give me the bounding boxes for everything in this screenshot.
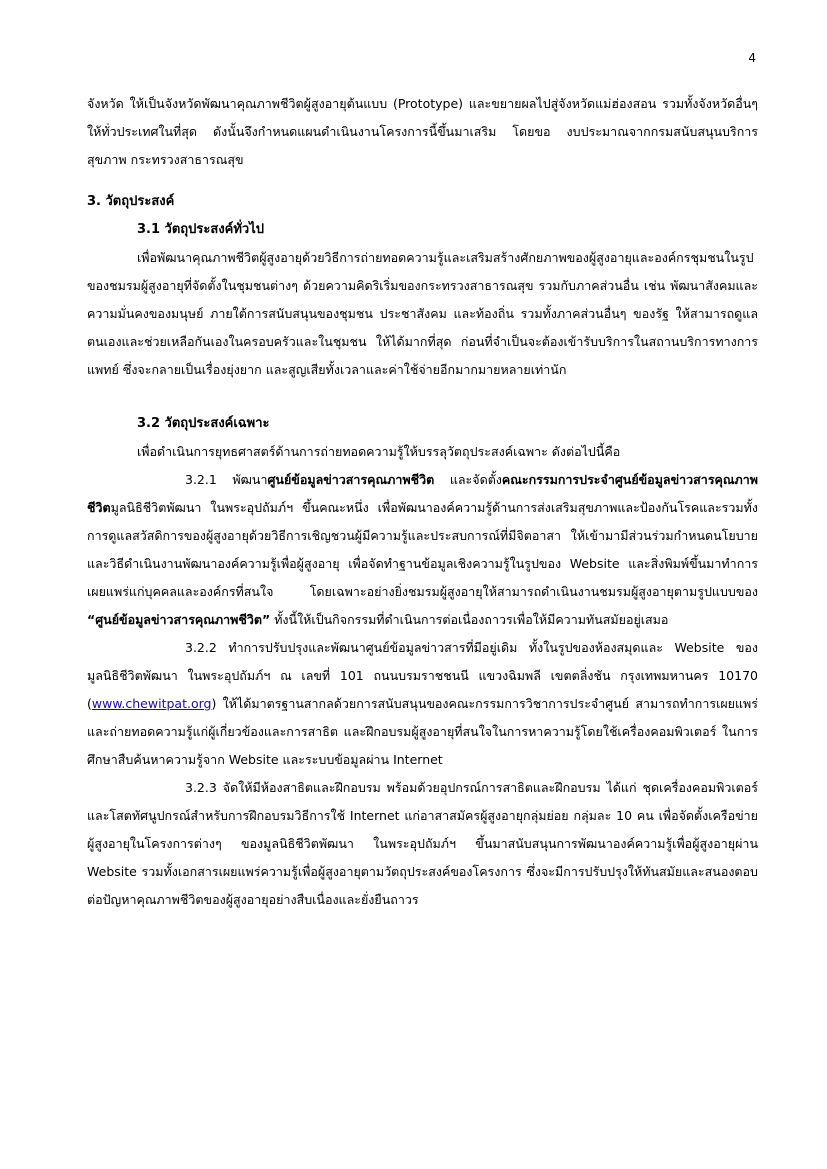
objective-3-2-1-text: และจัดตั้ง — [434, 472, 502, 487]
objective-3-2-1-bold: ศูนย์ข้อมูลข่าวสารคุณภาพชีวิต — [267, 472, 435, 487]
section-3-1-heading: 3.1 วัตถุประสงค์ทั่วไป — [137, 222, 265, 237]
document-body — [87, 90, 758, 914]
section-3-2-heading: 3.2 วัตถุประสงค์เฉพาะ — [137, 416, 270, 431]
objective-3-2-1-text: ทั้งนี้ให้เป็นกิจกรรมที่ดำเนินการต่อเนื่องถาวรเพื่อให้มีความทันสมัยอยู่เสมอ — [270, 612, 669, 627]
section-3-2-intro: เพื่อดำเนินการยุทธศาสตร์ด้านการถ่ายทอดความรู้ให้บรรลุวัตถุประสงค์เฉพาะ ดังต่อไปนี้คือ — [137, 444, 621, 459]
objective-3-2-2-text: ) ให้ได้มาตรฐานสากลด้วยการสนับสนุนของคณะกรรมการวิชาการประจำศูนย์ สามารถทำการเผยแพร่และถ่ายทอดความรู้แก่ผู้เกี่ยวข้องและการสาธิต และฝึกอบรมผู้สูงอายุที่สนใจในการหาความรู้โดยใช้เครื่องคอมพิวเตอร์ ในการศึกษาสืบค้นหาความรู้จาก Website และระบบข้อมูลผ่าน Internet — [87, 696, 758, 767]
website-link[interactable]: www.chewitpat.org — [91, 696, 212, 711]
intro-paragraph: จังหวัด ให้เป็นจังหวัดพัฒนาคุณภาพชีวิตผู้สูงอายุต้นแบบ (Prototype) และขยายผลไปสู่จังหวัดแม่ฮ่องสอน รวมทั้งจังหวัดอื่นๆ ให้ทั่วประเทศในที่สุด ดังนั้นจึงกำหนดแผนดำเนินงานโครงการนี้ขึ้นมาเสริม โดยขอ งบประมาณจากกรมสนับสนุนบริการสุขภาพ กระทรวงสาธารณสุข — [87, 96, 758, 167]
objective-3-2-1-text: 3.2.1 พัฒนา — [185, 472, 268, 487]
objective-3-2-3: 3.2.3 จัดให้มีห้องสาธิตและฝึกอบรม พร้อมด้วยอุปกรณ์การสาธิตและฝึกอบรม ได้แก่ ชุดเครื่องคอมพิวเตอร์และโสตทัศนูปกรณ์สำหรับการฝึกอบรมวิธีการใช้ Internet แก่อาสาสมัครผู้สูงอายุกลุ่มย่อย กลุ่มละ 10 คน เพื่อจัดตั้งเครือข่ายผู้สูงอายุในโครงการต่างๆ ของมูลนิธิชีวิตพัฒนา ในพระอุปถัมภ์ฯ ขึ้นมาสนับสนุนการพัฒนาองค์ความรู้เพื่อผู้สูงอายุผ่าน Website รวมทั้งเอกสารเผยแพร่ความรู้เพื่อผู้สูงอายุตามวัตถุประสงค์ของโครงการ ซึ่งจะมีการปรับปรุงให้ทันสมัยและสนองตอบต่อปัญหาคุณภาพชีวิตของผู้สูงอายุอย่างสืบเนื่องและยั่งยืนถาวร — [87, 780, 758, 907]
section-3-heading: 3. วัตถุประสงค์ — [87, 194, 175, 209]
objective-3-2-1 — [87, 466, 758, 634]
objective-3-2-1-text: มูลนิธิชีวิตพัฒนา ในพระอุปถัมภ์ฯ ขึ้นคณะหนึ่ง เพื่อพัฒนาองค์ความรู้ด้านการส่งเสริมสุขภาพและป้องกันโรคและรวมทั้งการดูแลสวัสดิการของผู้สูงอายุด้วยวิธีการเชิญชวนผู้มีความรู้และประสบการณ์ที่มีจิตอาสา ให้เข้ามามีส่วนร่วมกำหนดนโยบายและวิธีดำเนินงานพัฒนาองค์ความรู้เพื่อผู้สูงอายุ เพื่อจัดทำฐานข้อมูลเชิงความรู้ในรูปของ Website และสิ่งพิมพ์ขึ้นมาทำการเผยแพร่แก่บุคคลและองค์กรที่สนใจ โดยเฉพาะอย่างยิ่งชมรมผู้สูงอายุให้สามารถดำเนินงานชมรมผู้สูงอายุตามรูปแบบของ — [87, 500, 758, 599]
objective-3-2-1-bold: คณะกรรมการประจำศูนย์ข้อมูลข่าวสารคุณภาพชีวิต — [87, 472, 758, 515]
objective-3-2-1-bold: “ศูนย์ข้อมูลข่าวสารคุณภาพชีวิต” — [87, 612, 271, 627]
objective-3-2-2 — [87, 634, 758, 774]
section-3-1-paragraph: เพื่อพัฒนาคุณภาพชีวิตผู้สูงอายุด้วยวิธีการถ่ายทอดความรู้และเสริมสร้างศักยภาพของผู้สูงอายุและองค์กรชุมชนในรูปของชมรมผู้สูงอายุที่จัดตั้งในชุมชนต่างๆ ด้วยความคิดริเริ่มของกระทรวงสาธารณสุข รวมกับภาคส่วนอื่น เช่น พัฒนาสังคมและความมั่นคงของมนุษย์ ภายใต้การสนับสนุนของชุมชน ประชาสังคม และท้องถิ่น รวมทั้งภาคส่วนอื่นๆ ของรัฐ ให้สามารถดูแลตนเองและช่วยเหลือกันเองในครอบครัวและในชุมชน ให้ได้มากที่สุด ก่อนที่จำเป็นจะต้องเข้ารับบริการในสถานบริการทางการแพทย์ ซึ่งจะกลายเป็นเรื่องยุ่งยาก และสูญเสียทั้งเวลาและค่าใช้จ่ายอีกมากมายหลายเท่านัก — [87, 250, 758, 377]
page-number: 4 — [748, 51, 756, 65]
objective-3-2-2-text: 3.2.2 ทำการปรับปรุงและพัฒนาศูนย์ข้อมูลข่าวสารที่มีอยู่เดิม ทั้งในรูปของห้องสมุดและ Website ของมูลนิธิชีวิตพัฒนา ในพระอุปถัมภ์ฯ ณ เลขที่ 101 ถนนบรมราชชนนี แขวงฉิมพลี เขตตลิ่งชัน กรุงเทพมหานคร 10170 ( — [87, 640, 758, 711]
